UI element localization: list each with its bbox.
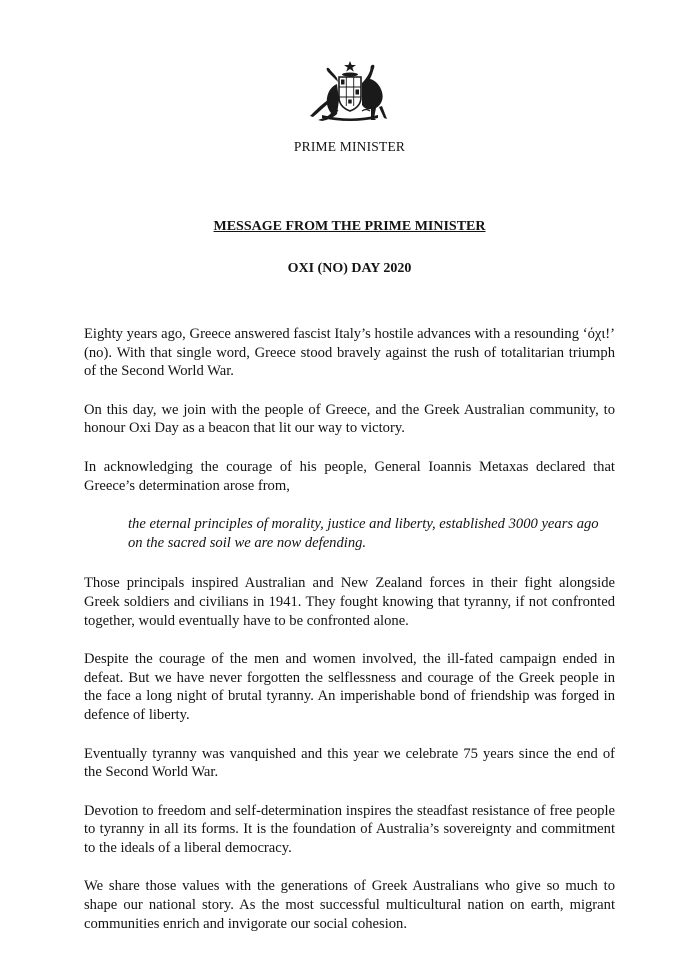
block-quote: the eternal principles of morality, justice and liberty, established 3000 years ago on the sacred soil we are now defending.	[128, 516, 599, 551]
commonwealth-coat-of-arms-icon	[304, 60, 396, 124]
message-body	[84, 325, 615, 953]
paragraph: Eventually tyranny was vanquished and this year we celebrate 75 years since the end of the Second World War.	[84, 745, 615, 781]
office-label: PRIME MINISTER	[293, 139, 406, 154]
paragraph: Devotion to freedom and self-determination inspires the steadfast resistance of free people to tyranny in all its forms. It is the foundation of Australia’s sovereignty and commitment to the ideals of a liberal democracy.	[84, 802, 615, 856]
paragraph: Eighty years ago, Greece answered fascist Italy’s hostile advances with a resounding ‘όχι!’ (no). With that single word, Greece stood bravely against the rush of totalitarian triumph of the Second World War.	[84, 326, 615, 380]
document-subtitle: OXI (NO) DAY 2020	[287, 261, 412, 276]
paragraph: Those principals inspired Australian and New Zealand forces in their fight alongside Greek soldiers and civilians in 1941. They fought knowing that tyranny, if not confronted together, would eventually have to be confronted alone.	[84, 575, 615, 629]
paragraph: We share those values with the generations of Greek Australians who give so much to shape our national story. As the most successful multicultural nation on earth, migrant communities enrich and invigorate our social cohesion.	[84, 878, 615, 932]
paragraph: In acknowledging the courage of his people, General Ioannis Metaxas declared that Greece’s determination arose from,	[84, 458, 615, 494]
paragraph: On this day, we join with the people of Greece, and the Greek Australian community, to honour Oxi Day as a beacon that lit our way to victory.	[84, 401, 615, 437]
paragraph: Despite the courage of the men and women involved, the ill-fated campaign ended in defeat. But we have never forgotten the selflessness and courage of the Greek people in the face a long night of brutal tyranny. An imperishable bond of friendship was forged in defence of liberty.	[84, 651, 615, 723]
document-title: MESSAGE FROM THE PRIME MINISTER	[213, 219, 486, 234]
